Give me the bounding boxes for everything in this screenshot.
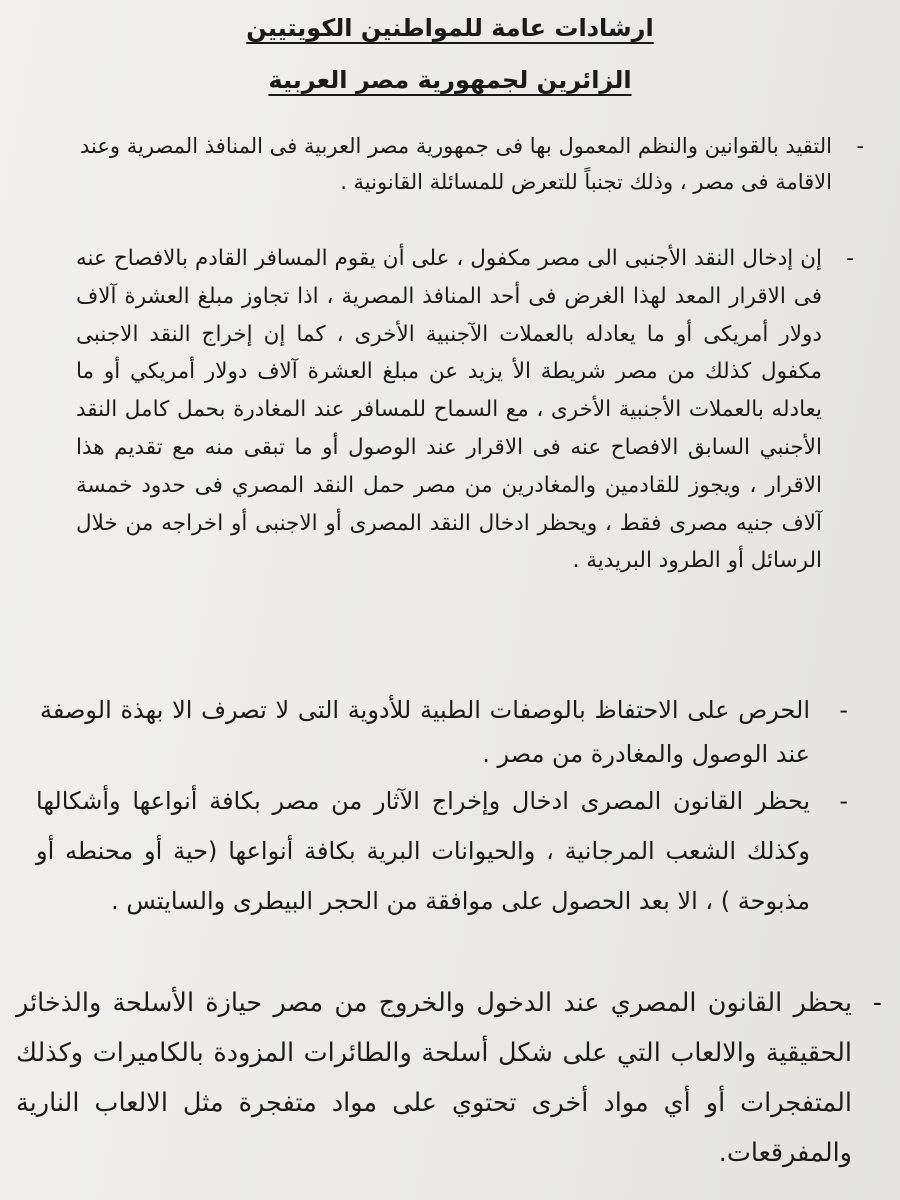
guideline-item-prescriptions: [40, 688, 848, 776]
guideline-text: يحظر القانون المصرى ادخال وإخراج الآثار من مصر بكافة أنواعها وأشكالها وكذلك الشعب المرجانية ، والحيوانات البرية بكافة أنواعها (حية أو محنطه أو مذبوحة ) ، الا بعد الحصول على موافقة من الحجر البيطرى والسايتس .: [36, 787, 810, 915]
bullet-dash: -: [856, 134, 864, 158]
bullet-dash: -: [839, 787, 848, 815]
bullet-dash: -: [846, 246, 854, 271]
document-title-line-2: الزائرين لجمهورية مصر العربية: [268, 66, 632, 94]
guideline-item-currency: [76, 240, 854, 580]
bullet-dash: -: [872, 988, 882, 1018]
document-title-line-1: ارشادات عامة للمواطنين الكويتيين: [246, 14, 654, 42]
guideline-text: الحرص على الاحتفاظ بالوصفات الطبية للأدوية التى لا تصرف الا بهذة الوصفة عند الوصول والمغادرة من مصر .: [40, 696, 810, 768]
guideline-text: إن إدخال النقد الأجنبى الى مصر مكفول ، على أن يقوم المسافر القادم بالافصاح عنه فى الاقرار المعد لهذا الغرض فى أحد المنافذ المصرية ، اذا تجاوز مبلغ العشرة آلاف دولار أمريكى أو ما يعادله بالعملات الآجنبية الأخرى ، كما إن إخراج النقد الاجنبى مكفول كذلك من مصر شريطة الأ يزيد عن مبلغ العشرة آلاف دولار أمريكي أو ما يعادله بالعملات الأجنبية الأخرى ، مع السماح للمسافر عند المغادرة بحمل كامل النقد الأجنبي السابق الافصاح عنه فى الاقرار عند الوصول أو ما تبقى منه مع تقديم هذا الاقرار ، ويجوز للقادمين والمغادرين من مصر حمل النقد المصري فى حدود خمسة آلاف جنيه مصرى فقط ، ويحظر ادخال النقد المصرى أو الاجنبى أو اخراجه من خلال الرسائل أو الطرود البريدية .: [76, 246, 822, 574]
guideline-text: التقيد بالقوانين والنظم المعمول بها فى جمهورية مصر العربية فى المنافذ المصرية وعند الاقامة فى مصر ، وذلك تجنباً للتعرض للمسائلة القانونية .: [80, 134, 832, 194]
guideline-item-weapons: [16, 978, 882, 1178]
guideline-item-laws: [80, 128, 864, 200]
guideline-item-antiquities: [36, 776, 848, 926]
bullet-dash: -: [839, 696, 848, 724]
guideline-text: يحظر القانون المصري عند الدخول والخروج من مصر حيازة الأسلحة والذخائر الحقيقية والالعاب التي على شكل أسلحة والطائرات المزودة بالكاميرات وكذلك المتفجرات أو أي مواد أخرى تحتوي على مواد متفجرة مثل الالعاب النارية والمفرقعات.: [16, 988, 852, 1168]
